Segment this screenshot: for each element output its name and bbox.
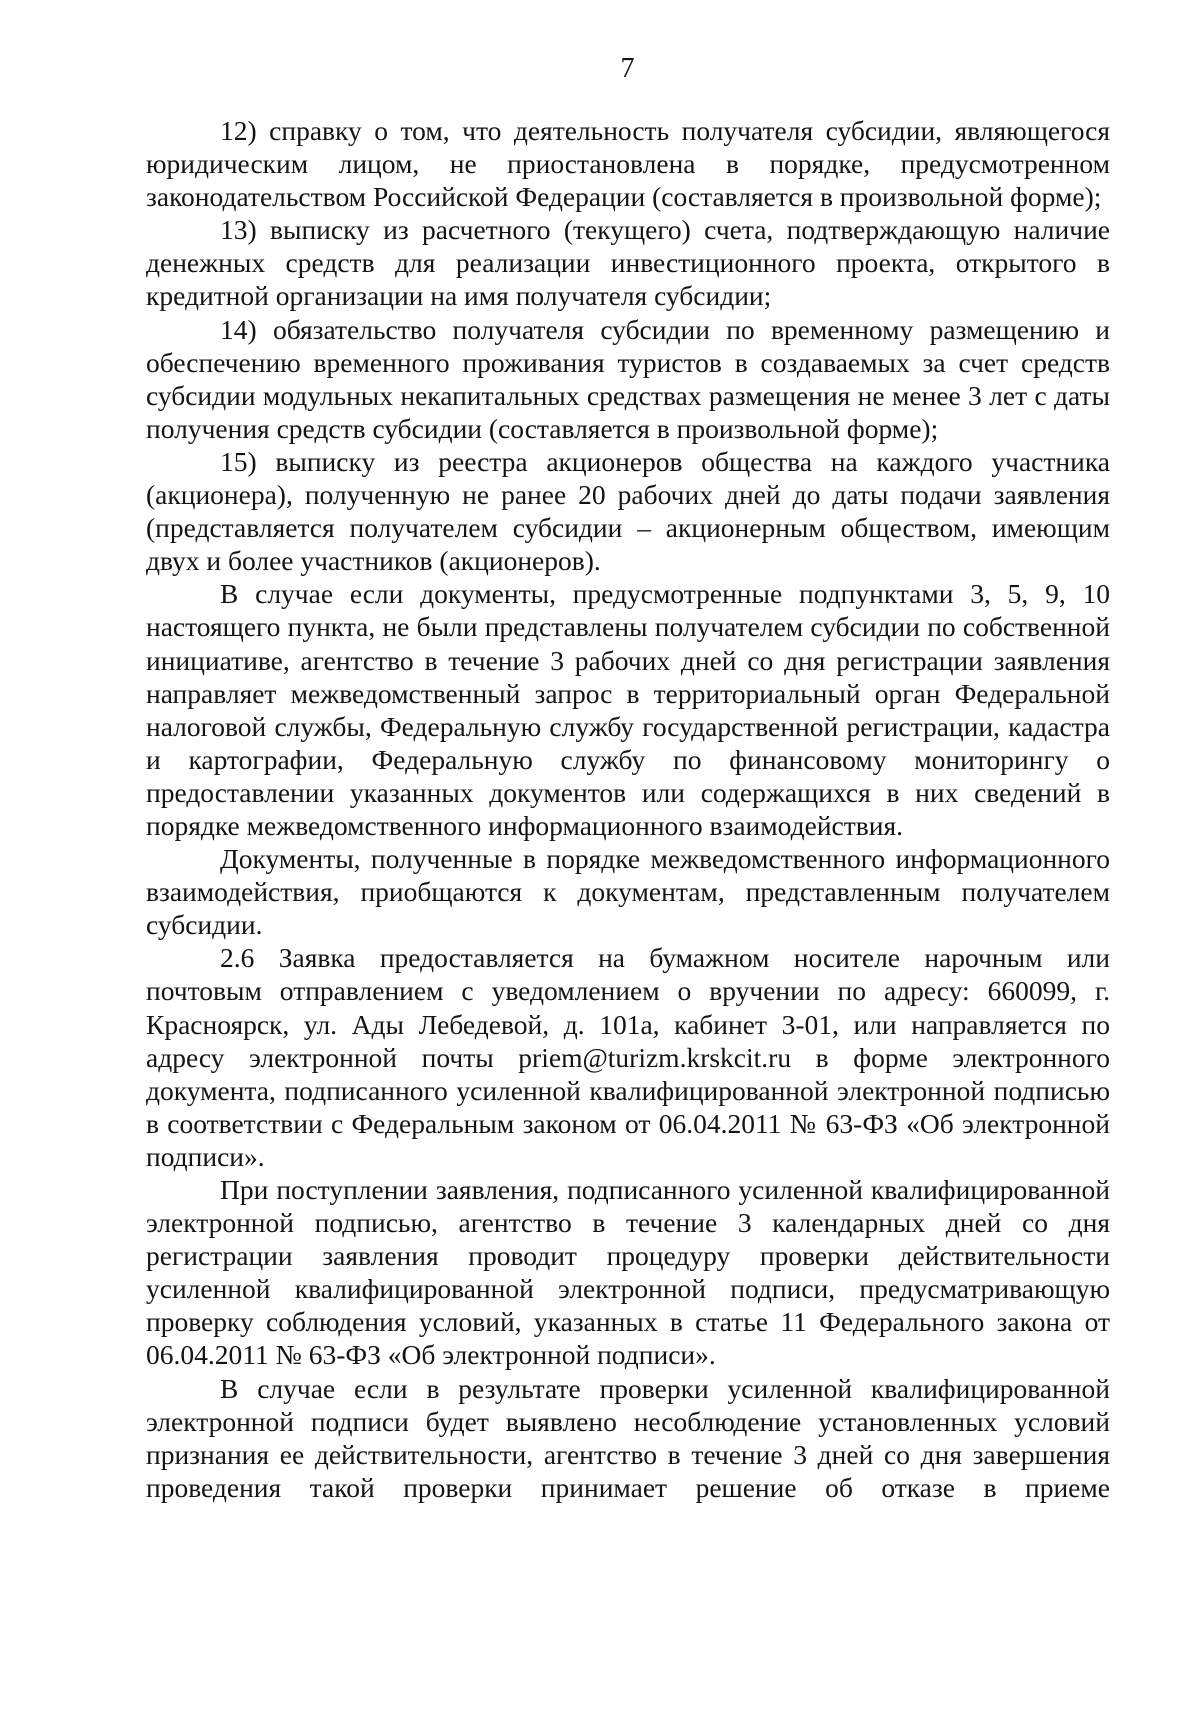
- page-number: 7: [620, 53, 635, 84]
- paragraph-signature-noncompliance: В случае если в результате проверки усиленной квалифицированной электронной подписи будет выявлено несоблюдение установленных условий признания ее действительности, агентство в течение 3 дней со дня завершения проведения такой проверки принимает решение об отказе в приеме: [146, 1372, 1110, 1503]
- paragraph-item-13: 13) выписку из расчетного (текущего) счета, подтверждающую наличие денежных средств для реализации инвестиционного проекта, открытого в кредитной организации на имя получателя субсидии;: [146, 214, 1110, 312]
- paragraph-item-14: 14) обязательство получателя субсидии по временному размещению и обеспечению временного проживания туристов в создаваемых за счет средств субсидии модульных некапитальных средствах размещения не менее 3 лет с даты получения средств субсидии (составляется в произвольной форме);: [146, 313, 1110, 444]
- paragraph-signature-check: При поступлении заявления, подписанного усиленной квалифицированной электронной подписью, агентство в течение 3 календарных дней со дня регистрации заявления проводит процедуру проверки действительности усиленной квалифицированной электронной подписи, предусматривающую проверку соблюдения условий, указанных в статье 11 Федерального закона от 06.04.2011 № 63-ФЗ «Об электронной подписи».: [146, 1174, 1110, 1371]
- paragraph-interagency-request: В случае если документы, предусмотренные подпунктами 3, 5, 9, 10 настоящего пункта, не были представлены получателем субсидии по собственной инициативе, агентство в течение 3 рабочих дней со дня регистрации заявления направляет межведомственный запрос в территориальный орган Федеральной налоговой службы, Федеральную службу государственной регистрации, кадастра и картографии, Федеральную службу по финансовому мониторингу о предоставлении указанных документов или содержащихся в них сведений в порядке межведомственного информационного взаимодействия.: [146, 578, 1110, 841]
- paragraph-section-2-6: 2.6 Заявка предоставляется на бумажном носителе нарочным или почтовым отправлением с уведомлением о вручении по адресу: 660099, г. Красноярск, ул. Ады Лебедевой, д. 101а, кабинет 3-01, или направляется по адресу электронной почты priem@turizm.krskcit.ru в форме электронного документа, подписанного усиленной квалифицированной электронной подписью в соответствии с Федеральным законом от 06.04.2011 № 63-ФЗ «Об электронной подписи».: [146, 942, 1110, 1172]
- document-body: [146, 114, 1110, 1504]
- paragraph-item-15: 15) выписку из реестра акционеров общества на каждого участника (акционера), полученную не ранее 20 рабочих дней до даты подачи заявления (представляется получателем субсидии – акционерным обществом, имеющим двух и более участников (акционеров).: [146, 445, 1110, 577]
- paragraph-documents-received: Документы, полученные в порядке межведомственного информационного взаимодействия, приобщаются к документам, представленным получателем субсидии.: [146, 843, 1110, 941]
- paragraph-item-12: 12) справку о том, что деятельность получателя субсидии, являющегося юридическим лицом, не приостановлена в порядке, предусмотренном законодательством Российской Федерации (составляется в произвольной форме);: [146, 115, 1110, 213]
